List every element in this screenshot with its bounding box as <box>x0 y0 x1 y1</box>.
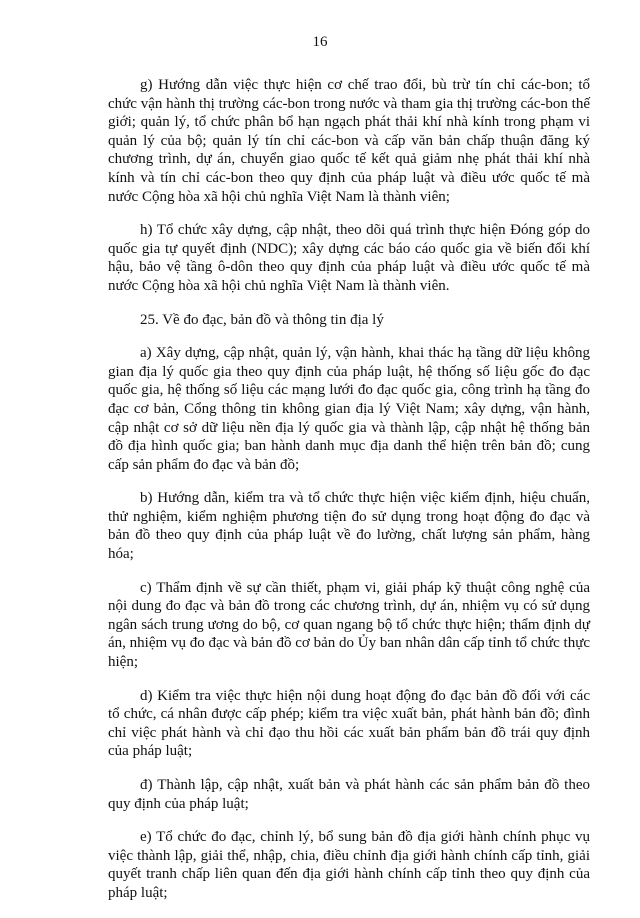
section-heading-25: 25. Về đo đạc, bản đồ và thông tin địa lý <box>140 311 384 328</box>
paragraph-h: h) Tổ chức xây dựng, cập nhật, theo dõi quá trình thực hiện Đóng góp do quốc gia tự quyết định (NDC); xây dựng các báo cáo quốc gia về biến đổi khí hậu, bảo vệ tầng ô-dôn theo quy định của pháp luật và điều ước quốc tế mà nước Cộng hòa xã hội chủ nghĩa Việt Nam là thành viên. <box>108 222 590 294</box>
paragraph-e: e) Tổ chức đo đạc, chỉnh lý, bổ sung bản đồ địa giới hành chính phục vụ việc thành lập, giải thể, nhập, chia, điều chỉnh địa giới hành chính cấp tỉnh, giải quyết tranh chấp liên quan đến địa giới hành chính cấp tỉnh theo quy định của pháp luật; <box>108 829 590 901</box>
page-number: 16 <box>312 34 328 50</box>
document-body <box>108 76 590 918</box>
paragraph-a: a) Xây dựng, cập nhật, quản lý, vận hành, khai thác hạ tầng dữ liệu không gian địa lý quốc gia theo quy định của pháp luật, hệ thống số liệu gốc đo đạc quốc gia, hệ thống số liệu các mạng lưới đo đạc quốc gia, công trình hạ tầng đo đạc cơ bản, Cổng thông tin không gian địa lý Việt Nam; xây dựng, vận hành, cập nhật cơ sở dữ liệu nền địa lý quốc gia và thành lập, cập nhật hệ thống bản đồ địa hình quốc gia; ban hành danh mục địa danh thể hiện trên bản đồ; cung cấp sản phẩm đo đạc và bản đồ; <box>108 345 590 473</box>
paragraph-g: g) Hướng dẫn việc thực hiện cơ chế trao đổi, bù trừ tín chỉ các-bon; tổ chức vận hành thị trường các-bon trong nước và tham gia thị trường các-bon thế giới; quản lý, tổ chức phân bổ hạn ngạch phát thải khí nhà kính trong phạm vi quản lý của bộ; quản lý tín chỉ các-bon và cấp văn bản chấp thuận đăng ký chương trình, dự án, chuyển giao quốc tế kết quả giảm nhẹ phát thải khí nhà kính và tín chỉ các-bon theo quy định của pháp luật và điều ước quốc tế mà nước Cộng hòa xã hội chủ nghĩa Việt Nam là thành viên; <box>108 77 590 205</box>
paragraph-b: b) Hướng dẫn, kiểm tra và tổ chức thực hiện việc kiểm định, hiệu chuẩn, thử nghiệm, kiểm nghiệm phương tiện đo sử dụng trong hoạt động đo đạc và bản đồ theo quy định của pháp luật về đo lường, chất lượng sản phẩm, hàng hóa; <box>108 490 590 563</box>
paragraph-d: d) Kiểm tra việc thực hiện nội dung hoạt động đo đạc bản đồ đối với các tổ chức, cá nhân được cấp phép; kiểm tra việc xuất bản, phát hành bản đồ; đình chỉ việc phát hành và chỉ đạo thu hồi các xuất bản phẩm bản đồ trái quy định của pháp luật; <box>108 687 590 760</box>
paragraph-dd: đ) Thành lập, cập nhật, xuất bản và phát hành các sản phẩm bản đồ theo quy định của pháp luật; <box>108 777 590 812</box>
paragraph-c: c) Thẩm định về sự cần thiết, phạm vi, giải pháp kỹ thuật công nghệ của nội dung đo đạc và bản đồ trong các chương trình, dự án, nhiệm vụ có sử dụng ngân sách trung ương do bộ, cơ quan ngang bộ tổ chức thực hiện; thẩm định dự án, nhiệm vụ đo đạc và bản đồ cơ bản do Ủy ban nhân dân cấp tỉnh tổ chức thực hiện; <box>108 579 590 671</box>
